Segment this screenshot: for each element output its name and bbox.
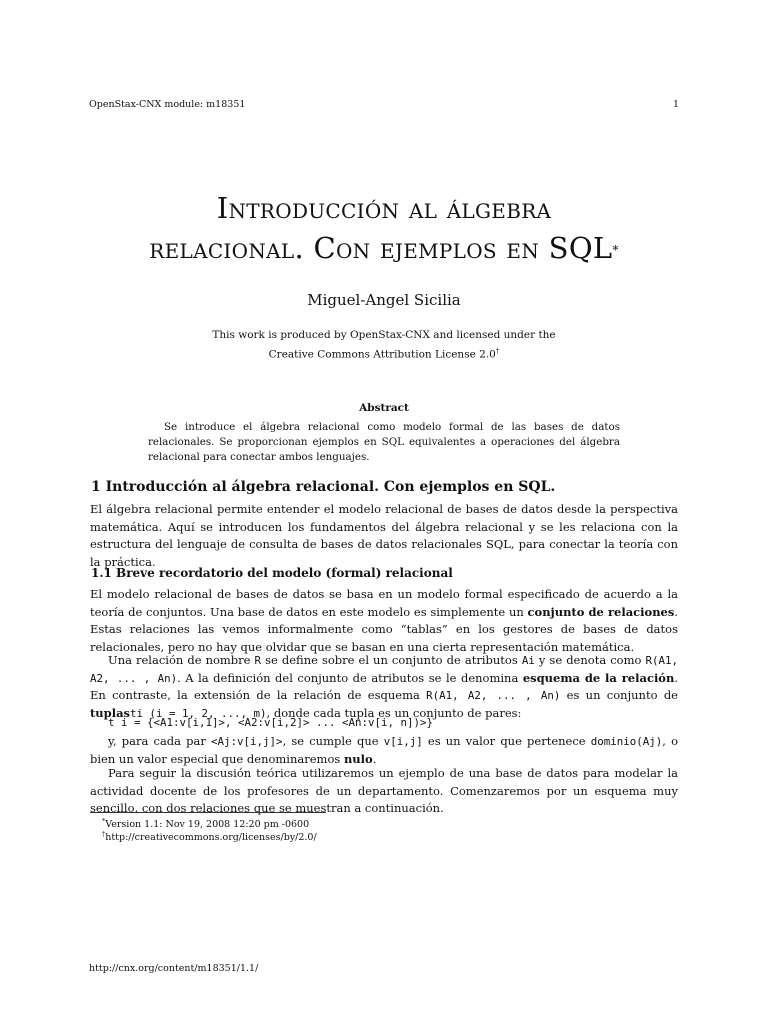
- term-nulo: nulo: [343, 751, 373, 766]
- title-line-1: Introducción al álgebra: [216, 191, 552, 225]
- code-pair: <Aj:v[i,j]>: [211, 735, 283, 748]
- license-line-2-text: Creative Commons Attribution License 2.0: [268, 348, 496, 361]
- paragraph-relational-model: El modelo relacional de bases de datos se basa en un modelo formal especificado de acuerdo a la teoría de conjuntos. Una base de datos en este modelo es simplemente un conjunto de relaciones. Estas relaciones las vemos informalmente como “tablas” en los gestores de bases de datos relacionales, pero no hay que olvidar que se basan en una cierta representación matemática.: [90, 587, 679, 654]
- footnote-2-link[interactable]: http://creativecommons.org/licenses/by/2.0/: [105, 832, 317, 844]
- title-line-2-text: relacional. Con ejemplos en SQL: [149, 231, 613, 265]
- paragraph-example-intro: Para seguir la discusión teórica utilizaremos un ejemplo de una base de datos para modelar la actividad docente de los profesores de un departamento. Comenzaremos por un esquema muy sencillo, con dos relaciones que se muestran a continuación.: [90, 766, 678, 815]
- code-dominio: dominio(Aj): [590, 735, 663, 748]
- section-1-heading: 1 Introducción al álgebra relacional. Con ejemplos en SQL.: [91, 479, 556, 495]
- abstract-text: Se introduce el álgebra relacional como modelo formal de las bases de datos relacionales. Se proporcionan ejemplos en SQL equivalentes a operaciones del álgebra relacional para conectar ambos lenguajes.: [148, 421, 620, 463]
- title-line-2: [60, 228, 708, 268]
- page-number: 1: [672, 99, 679, 110]
- code-value: v[i,j]: [383, 735, 423, 748]
- term-conjunto-de-relaciones: conjunto de relaciones: [527, 604, 675, 619]
- footnote-version: [102, 817, 309, 830]
- footnote-license-url[interactable]: [102, 830, 317, 843]
- license-footnote-mark: †: [495, 347, 500, 355]
- code-ti: ti (i = 1, 2, ..., m): [130, 706, 267, 720]
- section-1-1-heading: 1.1 Breve recordatorio del modelo (formal) relacional: [91, 566, 453, 580]
- code-Ai: Ai: [521, 654, 535, 667]
- paragraph-relation-definition: Una relación de nombre R se define sobre el un conjunto de atributos Ai y se denota como R(A1, A2, ... , An). A la definición del conjunto de atributos se le denomina esquema de la relación. En contraste, la extensión de la relación de esquema R(A1, A2, ... , An) es un conjunto de tuplasti (i = 1, 2, ..., m), donde cada tupla es un conjunto de pares:: [90, 653, 678, 720]
- code-R: R: [254, 654, 262, 667]
- license-line-1: This work is produced by OpenStax-CNX and licensed under the: [212, 329, 556, 341]
- footnote-rule: [90, 812, 326, 813]
- author-name: Miguel-Angel Sicilia: [307, 291, 461, 309]
- footnote-1-mark: *: [102, 817, 106, 825]
- abstract-heading: Abstract: [359, 402, 409, 414]
- footnote-1-text: Version 1.1: Nov 19, 2008 12:20 pm -0600: [105, 819, 310, 831]
- code-schema: R(A1, A2, ... , An): [90, 654, 678, 685]
- section-1-paragraph: El álgebra relacional permite entender el modelo relacional de bases de datos desde la perspectiva matemática. Aquí se introducen los fundamentos del álgebra relacional y se les relaciona con la estructura del lenguaje de consulta de bases de datos relacionales SQL, para conectar la teoría con la práctica.: [90, 502, 678, 569]
- term-esquema-de-la-relacion: esquema de la relación: [522, 670, 675, 685]
- title-footnote-mark: *: [612, 243, 619, 257]
- document-title: [60, 188, 708, 268]
- paragraph-pair-domain: y, para cada par <Aj:v[i,j]>, se cumple que v[i,j] es un valor que pertenece dominio(Aj), o bien un valor especial que denominaremos nulo.: [90, 734, 678, 766]
- code-schema-2: R(A1, A2, ... , An): [426, 689, 561, 702]
- tuple-formula: t i = {<A1:v[i,1]>, <A2:v[i,2]> ... <An:v[i, n])>}: [108, 716, 434, 729]
- license-statement: [0, 327, 768, 363]
- term-tuplas: tuplas: [90, 705, 131, 720]
- running-header-module: OpenStax-CNX module: m18351: [89, 99, 246, 110]
- license-line-2: [0, 343, 768, 363]
- footnote-2-mark: †: [102, 830, 106, 838]
- page-footer-url[interactable]: http://cnx.org/content/m18351/1.1/: [89, 963, 259, 974]
